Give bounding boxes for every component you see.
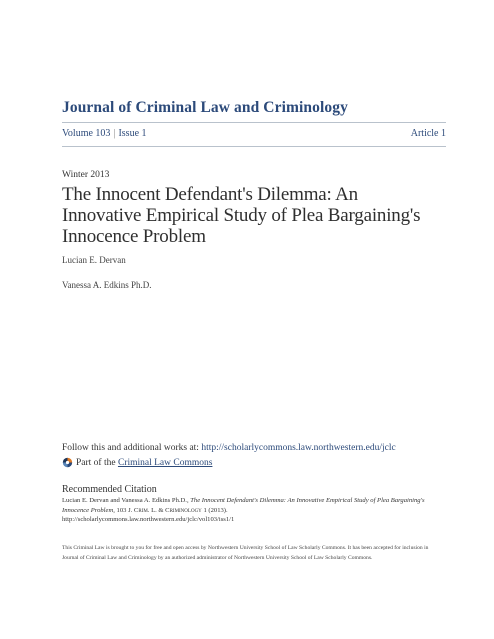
part-of-line: [62, 457, 212, 468]
article-title: [62, 184, 452, 247]
author-1: Lucian E. Dervan: [62, 255, 126, 265]
separator: |: [113, 128, 116, 139]
citation-title: The Innocent Defendant's Dilemma: An Innovative Empirical Study of Plea Bargaining's Innocence Problem,: [62, 497, 425, 514]
follow-line: [62, 443, 396, 453]
citation-volume: 103: [116, 506, 127, 514]
citation-journal: J. Crim. L. & Criminology: [128, 506, 202, 514]
follow-label: Follow this and additional works at:: [62, 443, 199, 453]
volume-issue-row: [62, 128, 446, 139]
citation-rest: 1 (2013).: [203, 506, 228, 514]
publication-date: Winter 2013: [62, 170, 110, 180]
top-divider: [62, 122, 446, 123]
follow-url-link[interactable]: http://scholarlycommons.law.northwestern.edu/jclc: [201, 443, 396, 453]
citation-text: [62, 496, 434, 525]
footer-notice: This Criminal Law is brought to you for free and open access by Northwestern University School of Law Scholarly Commons. It has been accepted for inclusion in Journal of Criminal Law and Criminology by an authorized administrator of Northwestern University School of Law Scholarly Commons.: [62, 545, 429, 561]
article-link[interactable]: Article 1: [410, 128, 446, 139]
citation-authors: Lucian E. Dervan and Vanessa A. Edkins Ph.D.,: [62, 497, 189, 504]
criminal-law-commons-link[interactable]: Criminal Law Commons: [117, 457, 213, 468]
issue-link[interactable]: Issue 1: [118, 128, 147, 139]
bottom-divider: [62, 146, 446, 147]
volume-link[interactable]: Volume 103: [62, 128, 111, 139]
part-of-label: Part of the: [76, 457, 116, 468]
author-2: Vanessa A. Edkins Ph.D.: [62, 280, 152, 290]
citation-url[interactable]: http://scholarlycommons.law.northwestern.edu/jclc/vol103/iss1/1: [62, 516, 235, 523]
bepress-commons-icon: [62, 457, 73, 468]
recommended-citation-heading: Recommended Citation: [62, 484, 157, 495]
journal-title[interactable]: Journal of Criminal Law and Criminology: [62, 99, 348, 116]
title-line-3: Innocence Problem: [62, 226, 206, 247]
title-line-1: The Innocent Defendant's Dilemma: An: [62, 184, 358, 205]
title-line-2: Innovative Empirical Study of Plea Bargaining's: [62, 205, 421, 226]
